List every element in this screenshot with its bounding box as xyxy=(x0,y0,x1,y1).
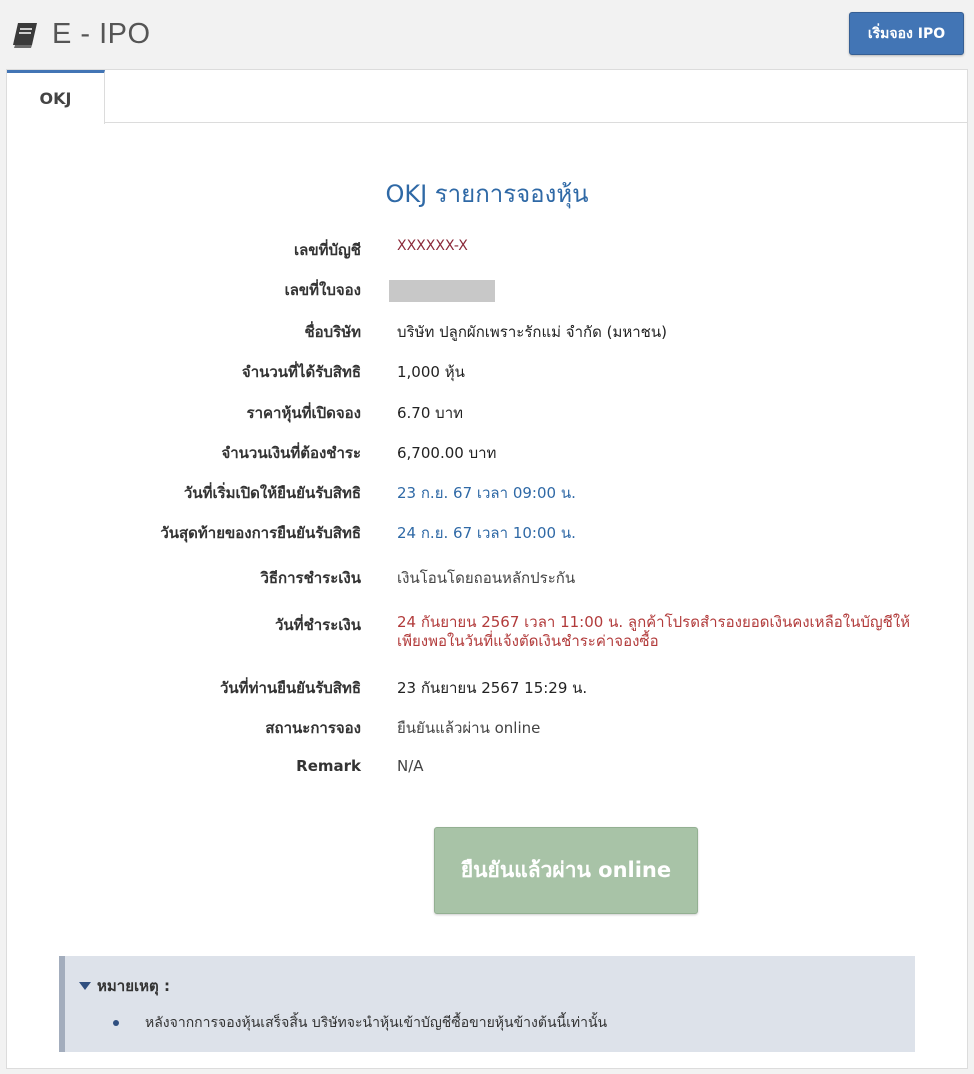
confirmed-at-value: 23 กันยายน 2567 15:29 น. xyxy=(397,679,588,697)
field-label: ชื่อบริษัท xyxy=(304,323,361,341)
amount-due-value: 6,700.00 บาท xyxy=(397,444,497,462)
field-label: วันที่ท่านยืนยันรับสิทธิ xyxy=(220,679,361,697)
tab-bar xyxy=(7,70,967,123)
confirm-start-value: 23 ก.ย. 67 เวลา 09:00 น. xyxy=(397,484,576,502)
field-allotted-shares xyxy=(7,360,967,384)
caret-down-icon xyxy=(79,982,91,990)
field-confirmed-at xyxy=(7,676,967,700)
field-label: วันสุดท้ายของการยืนยันรับสิทธิ xyxy=(160,524,361,542)
field-label: จำนวนที่ได้รับสิทธิ xyxy=(241,363,361,381)
app-title: E - IPO xyxy=(52,18,151,50)
page-title: OKJ รายการจองหุ้น xyxy=(385,180,589,208)
field-remark xyxy=(7,757,967,781)
confirmed-online-button[interactable]: ยืนยันแล้วผ่าน online xyxy=(434,827,698,914)
bullet-icon xyxy=(113,1020,119,1026)
masked-booking-number xyxy=(389,280,495,302)
note-box xyxy=(59,956,915,1052)
field-label: วิธีการชำระเงิน xyxy=(260,569,361,587)
field-confirm-deadline xyxy=(7,521,967,545)
field-payment-date xyxy=(7,613,967,657)
allotted-shares-value: 1,000 หุ้น xyxy=(397,363,465,381)
payment-method-value: เงินโอนโดยถอนหลักประกัน xyxy=(397,569,576,587)
field-account-number xyxy=(7,238,967,262)
field-label: วันที่ชำระเงิน xyxy=(275,616,361,634)
app-logo xyxy=(10,18,151,51)
field-label: วันที่เริ่มเปิดให้ยืนยันรับสิทธิ xyxy=(183,484,361,502)
company-name-value: บริษัท ปลูกผักเพราะรักแม่ จำกัด (มหาชน) xyxy=(397,323,667,341)
main-panel xyxy=(6,69,968,1069)
start-ipo-button[interactable]: เริ่มจอง IPO xyxy=(849,12,964,55)
field-label: ราคาหุ้นที่เปิดจอง xyxy=(246,404,361,422)
remark-value: N/A xyxy=(397,757,424,775)
book-icon xyxy=(10,20,40,50)
field-label: เลขที่ใบจอง xyxy=(284,281,361,299)
account-number-value: XXXXXX-X xyxy=(397,238,468,254)
field-payment-method xyxy=(7,566,967,590)
field-offer-price xyxy=(7,401,967,425)
note-item-text: หลังจากการจองหุ้นเสร็จสิ้น บริษัทจะนำหุ้นเข้าบัญชีซื้อขายหุ้นข้างต้นนี้เท่านั้น xyxy=(145,1015,608,1031)
offer-price-value: 6.70 บาท xyxy=(397,404,463,422)
field-confirm-start xyxy=(7,481,967,505)
booking-status-value: ยืนยันแล้วผ่าน online xyxy=(397,719,541,737)
field-label: จำนวนเงินที่ต้องชำระ xyxy=(221,444,361,462)
field-booking-status xyxy=(7,716,967,740)
confirm-deadline-value: 24 ก.ย. 67 เวลา 10:00 น. xyxy=(397,524,576,542)
field-label: เลขที่บัญชี xyxy=(294,241,361,259)
note-title: หมายเหตุ : xyxy=(97,977,170,995)
note-toggle[interactable] xyxy=(79,974,170,998)
tab-okj[interactable]: OKJ xyxy=(7,70,105,124)
payment-date-value: 24 กันยายน 2567 เวลา 11:00 น. ลูกค้าโปรดสำรองยอดเงินคงเหลือในบัญชีให้เพียงพอในวันที่แจ้งตัดเงินชำระค่าจองซื้อ xyxy=(397,613,911,650)
field-label: สถานะการจอง xyxy=(265,719,361,737)
field-company-name xyxy=(7,320,967,344)
field-booking-number xyxy=(7,278,967,302)
field-amount-due xyxy=(7,441,967,465)
header xyxy=(0,0,974,70)
note-list-item xyxy=(113,1012,607,1034)
field-label: Remark xyxy=(296,757,361,775)
